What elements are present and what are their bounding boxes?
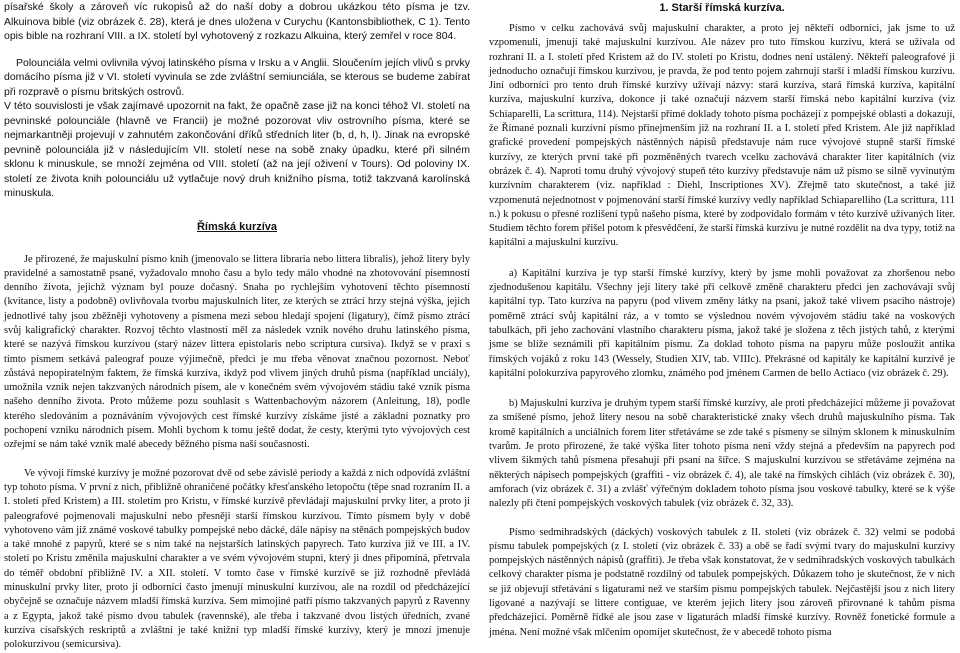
kapitalni-kurziva-paragraph: a) Kapitální kurzíva je typ starší římské kurzívy, který by jsme mohli považovat za zhoršenou nebo zjednodušenou kapitálu. Všechny její litery také při celkově změně charakteru předci jen zachovávají svůj kapitální typ. Tato kurzíva na papyru (pod vlivem změny látky na psaní, jakož také vlivem psacího nástroje) poměrně ztrácí svůj kapitální ráz, a v tomto se výslednou novém vývojovém stádiu také na voskových tabulkách, při jeho zachování vlastního charakteru písma, jakož také je složena z těch jistých tahů, z kterými jsme se blíže seznámili při kapitálním písmu. Za doklad tohoto písma na papyru může posloužit antika římských vojáků z roku 143 (Wessely, Studien XIV, tab. VIIIc). Překrásné od kapitály ke kapitální kurzívě je kapitální polokurzíva papyrového zlomku, známého pod jménem Carmen de bello Actiaco (viz obrázek č. 29). <box>489 267 955 379</box>
sedmihradske-tabulky-paragraph: Písmo sedmihradských (dáckých) voskových tabulek z II. století (viz obrázek č. 32) velmi se podobá písmu tabulek pompejských (z I. století (viz obrázek č. 33) a obě se řadí svými tvary do majuskulní kurzívy pompejských nástěnných nápisů (graffiti). Je třeba však konstatovat, že v sedmihradských voskových tabulkách celkový charakter písma je podstatně rozdílný od tabulek pompejských. Důkazem toho je skutečnost, že v nich se již objevují střetávání s ligaturami než ve starším písmu pompejských tabulek. Nejčastější jsou z nich litery ligované a nazývají se littere contiguae, ve kterém jejich litery jsou zároveň přirovnané k tahům písma předcházející. Poměrně řídké ale jsou zase v ligaturách mladší římské kurzívy. Rovněž fonetické formule a jména. Není možné však mlčením opomíjet skutečnost, že v abecedě tohoto písma <box>489 526 955 638</box>
polounciala-paragraph: Polounciála velmi ovlivnila vývoj latinského písma v Irsku a v Anglii. Sloučením jejích vlivů s prvky domácího písma již v VI. století vyvinula se zde zvláštní semiunciála, se kterous se budeme zabírat při rozpravě o písmu britských ostrovů. <box>4 56 470 98</box>
polounciala-paragraph-2: V této souvislosti je však zajímavé upozornit na fakt, že opačně zase již na konci téhož VI. století na pevninské polounciále (hlavně ve Francii) je možné pozorovat vliv ostrovního písma, které se nejmarkantněji projevují v zahnutém zakončování dříků středních liter (b, d, h, l). Jinak na evropské pevnině polounciála již v následujícím VII. století nese na sobě znaky úpadku, které při silném sklonu k minuskule, se množí zejména od VIII. století (až na její oživení v Tours). Od poloviny IX. století ze života knih polounciálu už vytlačuje nový druh knižního písma, totiž takzvaná karolínská minuskula. <box>4 100 470 199</box>
body-paragraph-1: Je přirozené, že majuskulní písmo knih (jmenovalo se littera libraria nebo littera libralis), jehož litery byly pravidelné a samostatně psané, vyžadovalo mnoho času a bylo tedy málo vhodné na zhotovování písemností denního života, jejichž význam byl pouze dočasný. Snaha po rychlejším vyhotovení těchto písemností (kvitance, listy a podobně) ovlivňovala tvorbu majuskulních liter, ze kterých se ztrácí hrzy stejná výška, jejich jednotlivé tahy jsou zběžněji vyhotoveny a písmena mezi sebou hledají spojení (ligatury), čímž písmo ztrácí svůj kaligrafický charakter. Rozvoj těchto vlastností měl za následek vznik nového druhu latinského písma, které se nazývá římskou kurzívou (starý název littera epistolaris nebo scriptura cursiva). Ikdyž se v praxi s tímto písmem setkává paleograf pouze výjimečně, předci je mu třeba věnovat značnou pozornost. Neboť zůstává nepopiratelným faktem, že římská kurzíva, ikdyž pod vlivem jiných druhů písma (například unciály), umožnila vznik nejen takzvaných národních písem, ale v konečném svém vývojovém stádiu také vznik písma našeho denního života. Proto můžeme pozu souhlasit s Wattenbachovým názorem (Anleitung, 18), podle kterého sledováním a poznáváním vývojových cest římské kurzívy získáme jisté a základní poznatky pro pochopení vzniku národních písem. Mohli bychom k tomu ještě dodat, že cesty, kterými tyto vývojových cest ozřejmí se nám také vznik malé abecedy běžného písma naší současnosti. <box>4 253 470 451</box>
majuskulni-kurziva-paragraph: b) Majuskulní kurzíva je druhým typem starší římské kurzívy, ale proti předcházející můžeme ji považovat za smíšené písmo, jehož litery nesou na sobě charakteristické znaky všech druhů majuskulního písma. Tak kromě kapitálních a unciálních forem liter střetáváme se zde také s písmeny se silným sklonem k minuskulním tvarům. Je proto přirozené, že také výška liter tohoto písma není vždy stejná a především na papyrech pod vlivem šikmých tahů písmena přesahují při psaní na šířce. S majuskulní kurzívou se střetáváme zejména na některých nápisech pompejských (graffiti - viz obrázek č. 4), ale také na římských cihlách (viz obrázek č. 30), amforach (viz obrázek č. 31) a zvlášť výřečným dokladem tohoto písma jsou voskové tabulky, které se k výše nalezly při čtení pompejských voskových tabulek (viz obrázek č. 32, 33). <box>489 398 955 510</box>
right-column <box>489 0 955 638</box>
section-heading-starsi: 1. Starší římská kurzíva. <box>659 2 785 14</box>
left-column <box>4 0 470 651</box>
body-paragraph-2: Ve vývoji římské kurzívy je možné pozorovat dvě od sebe závislé periody a každá z nich odpovídá zvláštní typ tohoto písma. V první z nich, přibližně ohraničené počátky křesťanského letopočtu (těpe snad rozraním II. a I. století před Kristem) a III. stoletím pro Kristu, v římské kurzívě převládají majuskulní prvky liter, a proto ji paleografové pojmenovali majuskulní nebo přesněji starší římskou kurzívou. Tímto písmem byly v době vyhotoveno vám již známé voskové tabulky pompejské nebo dácké, dále nápisy na stěnách pompejských budov a také mnohé z papyrů, které se s nim také na nejstarších latinských papyrech. Tato kurzíva již ve III. a IV. století po Kristu změnila majuskulní charakter a ve svém vývojovém stupni, který ji dnes připomíná, přetrvala do téměř obdobní přibližně IV. a XII. století. V tomto čase v římské kurzívě se již rozhodně převládá minuskulní prvky liter, proto ji odborníci často jmenují minuskulní kurzívou, ale na rozdíl od předcházející obyčejně se označuje názvem mladší římská kurzíva. Sem mimojiné patří písmo takzvaných papyrů z Ravenny a z Egypta, jakož také písmo dvou tabulek (ravennské), ale třeba i takzvané dvou listých úředních, zvané kurzíva císařských reskriptů a zvláštní je také knižní typ mladší římské kurzívy, který je mnozí jmenuje polokurzívou (semicursiva). <box>4 467 470 651</box>
right-paragraph-1: Písmo v celku zachovává svůj majuskulní charakter, a proto jej někteří odborníci, jak jsme to už vzpomenuli, jmenují také majuskulní kurzívou. Ale název pro tuto římskou kurzívu, která se užívala od rozhraní II. a I. století před Kristem až do IV. století po Kristu, dodnes není ustálený. Někteří paleografové ji jednoducho označují římskou kurzívou, je pravda, že pod tento pojem zahrnují starší i mladší římskou kurzívu. Jiní odborníci pro tento druh římské kurzívy užívají názvy: stará kurzíva, stará římská kurzíva, kapitální kurzíva, majuskulní kurzíva, dokonce ji také označují názvem starší římská nebo kapitální kurzíva (viz Schiaparelli, La scrittura, 114). Nejstarší přímé doklady tohoto písma pocházejí z pompejské oblasti a dokazují, že Římané poznali kurzívní písmo přinejmenším již na rozhraní II. a I. století před Kristem. Ale již například grafické provedení pompejských nástěnných nápisů představuje nám ruce vývojové stupně starší římské kurzívy, ze kterých první také při pozměněných tvarech vcelku zachovává charakter liter kapitálních (viz obrázek č. 4). Naproti tomu druhý vývojový stupeň této kurzívy představuje nám už písmo se silně vyvinutým kurzívním charakterem (viz. například : Diehl, Inscriptiones XV). Zřejmě tato skutečnost, a také již vzpomenutá nejednotnost v pojmenování starší římské kurzívy vedly například Schiaparelliho (La scrittura, 111 n.) k pokusu o přesné rozlišení typů našeho písma, které by zodpovídalo formám v této kurzívě užívaných liter. Studiem těchto forem přišel potom k přesvědčení, že starší římská kurzívu je nutné rozdělit na dva typy, totiž na kapitální a majuskulní kurzívu. <box>489 23 955 249</box>
intro-paragraph: písařské školy a zároveň víc rukopisů až do naší doby a dobrou ukázkou této písma je tzv. Alkuinova bible (viz obrázek č. 28), která je dnes uložena v Curychu (Kantonsbibliothek, C 1). Tento opis bible na rozhraní VIII. a IX. století byl vyhotovený z rozkazu Alkuina, který zemřel v roce 804. <box>4 1 470 42</box>
section-heading-rimska-kurziva: Římská kurzíva <box>196 220 278 233</box>
